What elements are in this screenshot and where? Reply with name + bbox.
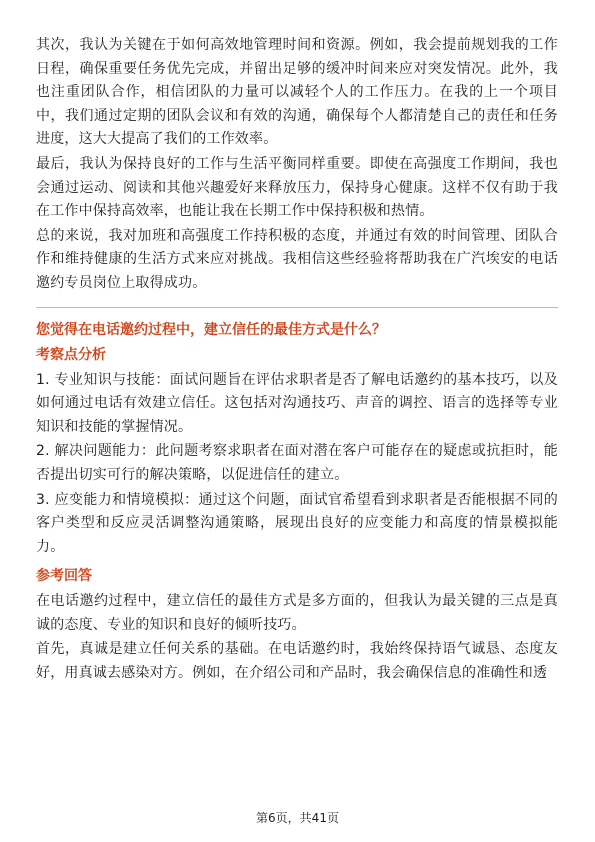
analysis-item: 1. 专业知识与技能：面试问题旨在评估求职者是否了解电话邀约的基本技巧，以及如何通过电话有效建立信任。这包括对沟通技巧、声音的调控、语言的选择等专业知识和技能的掌握情况。 [36,371,558,435]
page-content [36,34,558,687]
answer-heading: 参考回答 [36,568,92,585]
answer-paragraph: 首先，真诚是建立任何关系的基础。在电话邀约时，我始终保持语气诚恳、态度友好，用真诚去感染对方。例如，在介绍公司和产品时，我会确保信息的准确性和透 [36,641,558,682]
answer-paragraph: 在电话邀约过程中，建立信任的最佳方式是多方面的，但我认为最关键的三点是真诚的态度、专业的知识和良好的倾听技巧。 [36,593,558,633]
analysis-item: 2. 解决问题能力：此问题考察求职者在面对潜在客户可能存在的疑虑或抗拒时，能否提出切实可行的解决策略，以促进信任的建立。 [36,443,558,483]
body-paragraph: 最后，我认为保持良好的工作与生活平衡同样重要。即使在高强度工作期间，我也会通过运动、阅读和其他兴趣爱好来释放压力，保持身心健康。这样不仅有助于我在工作中保持高效率，也能让我在长期工作中保持积极和热情。 [36,155,558,220]
analysis-item: 3. 应变能力和情境模拟：通过这个问题，面试官希望看到求职者是否能根据不同的客户类型和反应灵活调整沟通策略，展现出良好的应变能力和高度的情景模拟能力。 [36,491,558,555]
body-paragraph: 总的来说，我对加班和高强度工作持积极的态度，并通过有效的时间管理、团队合作和维持健康的生活方式来应对挑战。我相信这些经验将帮助我在广汽埃安的电话邀约专员岗位上取得成功。 [36,227,558,291]
analysis-heading: 考察点分析 [36,346,106,363]
body-paragraph: 其次，我认为关键在于如何高效地管理时间和资源。例如，我会提前规划我的工作日程，确保重要任务优先完成，并留出足够的缓冲时间来应对突发情况。此外，我也注重团队合作，相信团队的力量可以减轻个人的工作压力。在我的上一个项目中，我们通过定期的团队会议和有效的沟通，确保每个人都清楚自己的责任和任务进度，这大大提高了我们的工作效率。 [36,37,558,148]
section-divider [36,307,558,308]
page-number-footer: 第6页，共41页 [256,811,339,825]
question-title: 您觉得在电话邀约过程中，建立信任的最佳方式是什么？ [36,321,386,338]
